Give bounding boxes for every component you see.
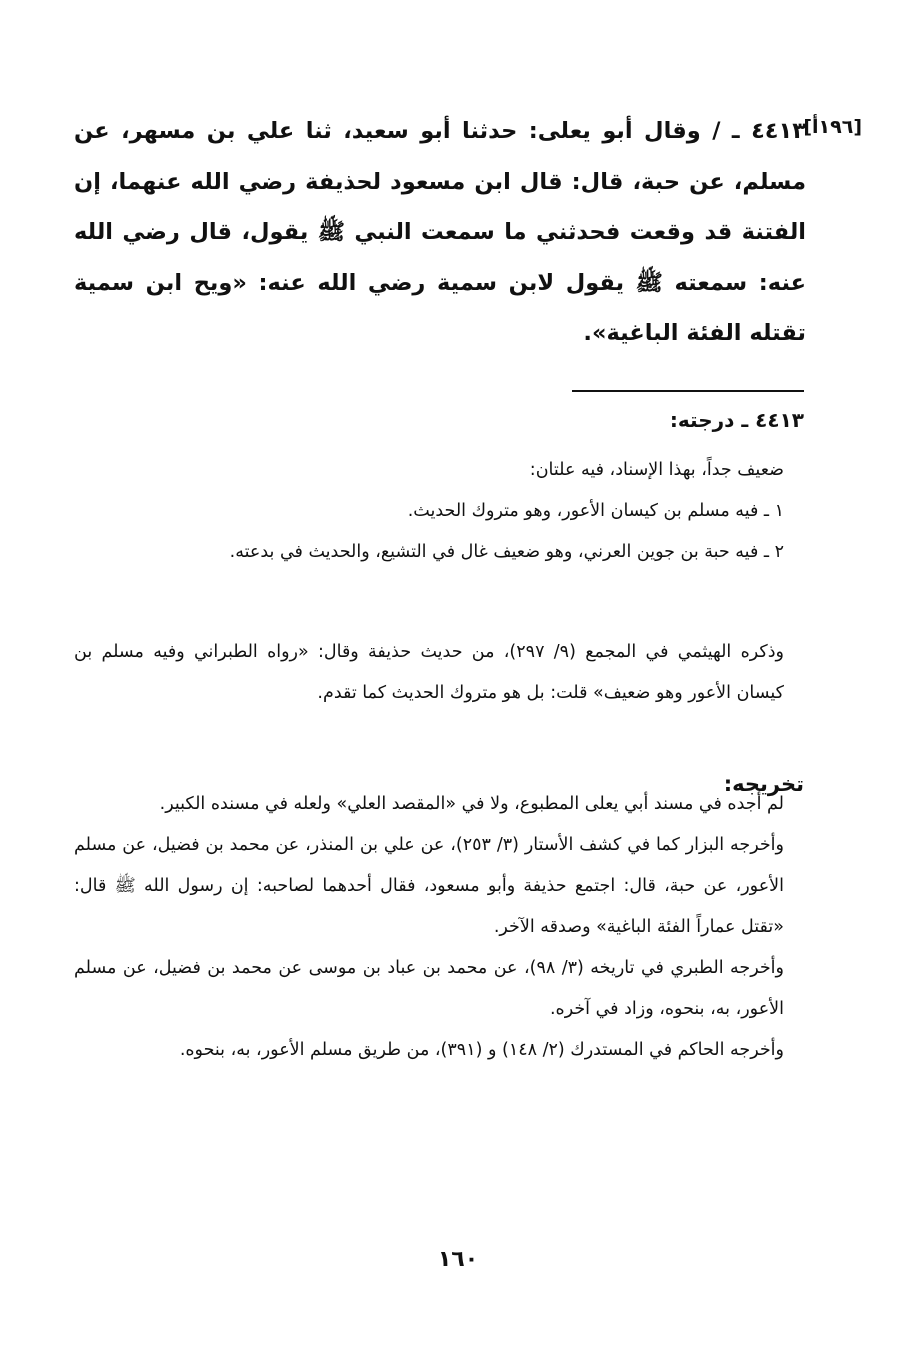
folio-margin-note: [١٩٦أ] <box>803 116 862 138</box>
takhrij-paragraph: لم أجده في مسند أبي يعلى المطبوع، ولا في «المقصد العلي» ولعله في مسنده الكبير. <box>159 794 784 814</box>
darajah-line: ٢ ـ فيه حبة بن جوين العرني، وهو ضعيف غال في التشيع، والحديث في بدعته. <box>229 542 784 562</box>
footnote-divider <box>572 390 804 392</box>
haythami-paragraph: وذكره الهيثمي في المجمع (٩/ ٢٩٧)، من حديث حذيفة وقال: «رواه الطبراني وفيه مسلم بن كيسان الأعور وهو ضعيف» قلت: بل هو متروك الحديث كما تقدم. <box>74 642 784 703</box>
takhrij-paragraph: وأخرجه الحاكم في المستدرك (٢/ ١٤٨) و (٣٩١)، من طريق مسلم الأعور، به، بنحوه. <box>179 1040 784 1060</box>
haythami-note <box>74 632 806 714</box>
darajah-line: ١ ـ فيه مسلم بن كيسان الأعور، وهو متروك الحديث. <box>407 501 784 521</box>
hadith-text: ٤٤١٣ ـ / وقال أبو يعلى: حدثنا أبو سعيد، ثنا علي بن مسهر، عن مسلم، عن حبة، قال: قال ابن مسعود لحذيفة رضي الله عنهما، إن الفتنة قد وقعت فحدثني ما سمعت النبي ﷺ يقول، قال رضي الله عنه: سمعته ﷺ يقول لابن سمية رضي الله عنه: «ويح ابن سمية تقتله الفئة الباغية». <box>74 118 806 346</box>
takhrij-heading: تخريجه: <box>723 772 804 796</box>
page-number: ١٦٠ <box>437 1247 479 1272</box>
takhrij-section <box>74 784 806 1071</box>
darajah-section <box>74 450 806 573</box>
darajah-heading: ٤٤١٣ ـ درجته: <box>669 408 804 432</box>
darajah-line: ضعيف جداً، بهذا الإسناد، فيه علتان: <box>529 460 784 480</box>
takhrij-paragraph: وأخرجه الطبري في تاريخه (٣/ ٩٨)، عن محمد بن عباد بن موسى عن محمد بن فضيل، عن مسلم الأعور، به، بنحوه، وزاد في آخره. <box>74 958 784 1019</box>
takhrij-paragraph: وأخرجه البزار كما في كشف الأستار (٣/ ٢٥٣)، عن علي بن المنذر، عن محمد بن فضيل، عن مسلم الأعور، عن حبة، قال: اجتمع حذيفة وأبو مسعود، فقال أحدهما لصاحبه: إن رسول الله ﷺ قال: «تقتل عماراً الفئة الباغية» وصدقه الآخر. <box>74 835 784 937</box>
